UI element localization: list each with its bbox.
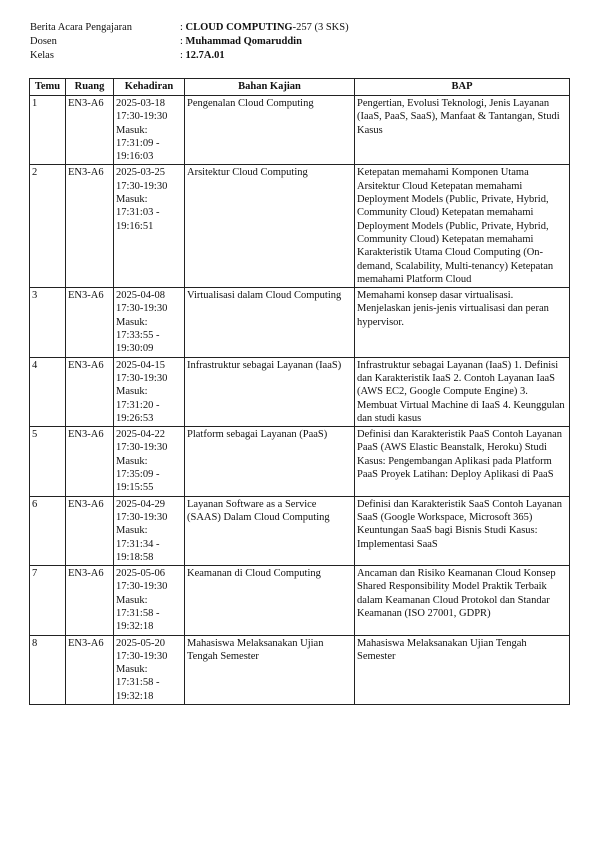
cell-temu: 6 (30, 496, 66, 565)
attendance-masuk-in: 17:35:09 - (116, 469, 160, 481)
cell-bahan-kajian: Platform sebagai Layanan (PaaS) (185, 427, 355, 496)
attendance-date: 2025-05-06 (116, 568, 165, 580)
cell-ruang: EN3-A6 (66, 288, 114, 357)
cell-temu: 2 (30, 165, 66, 288)
header-value: : CLOUD COMPUTING-257 (3 SKS) (180, 22, 349, 33)
attendance-time: 17:30-19:30 (116, 581, 168, 593)
cell-kehadiran (114, 165, 185, 288)
attendance-time: 17:30-19:30 (116, 511, 168, 523)
cell-ruang: EN3-A6 (66, 427, 114, 496)
attendance-masuk-in: 17:31:09 - (116, 137, 160, 149)
table-row (30, 165, 570, 288)
cell-bahan-kajian: Arsitektur Cloud Computing (185, 165, 355, 288)
cell-ruang: EN3-A6 (66, 357, 114, 426)
table-row (30, 427, 570, 496)
cell-temu: 5 (30, 427, 66, 496)
cell-ruang: EN3-A6 (66, 96, 114, 165)
attendance-masuk-label: Masuk: (116, 594, 148, 606)
attendance-date: 2025-05-20 (116, 637, 165, 649)
header-row-class (30, 49, 349, 63)
attendance-masuk-in: 17:33:55 - (116, 330, 160, 342)
cell-kehadiran (114, 496, 185, 565)
attendance-masuk-in: 17:31:58 - (116, 677, 160, 689)
table-body (30, 96, 570, 705)
header-row-lecturer (30, 35, 349, 49)
cell-bahan-kajian: Keamanan di Cloud Computing (185, 566, 355, 635)
attendance-time: 17:30-19:30 (116, 650, 168, 662)
header-label: Berita Acara Pengajaran (30, 22, 133, 33)
attendance-masuk-label: Masuk: (116, 194, 148, 206)
attendance-masuk-out: 19:30:09 (116, 343, 154, 355)
attendance-masuk-label: Masuk: (116, 455, 148, 467)
table-row (30, 357, 570, 426)
attendance-masuk-out: 19:16:03 (116, 151, 154, 163)
cell-bap: Definisi dan Karakteristik SaaS Contoh Layanan SaaS (Google Workspace, Microsoft 365) Keuntungan SaaS bagi Bisnis Studi Kasus: Implementasi SaaS (355, 496, 570, 565)
attendance-masuk-out: 19:18:58 (116, 551, 154, 563)
attendance-masuk-label: Masuk: (116, 525, 148, 537)
attendance-date: 2025-04-08 (116, 290, 165, 302)
attendance-masuk-label: Masuk: (116, 124, 148, 136)
cell-bahan-kajian: Layanan Software as a Service (SAAS) Dalam Cloud Computing (185, 496, 355, 565)
cell-ruang: EN3-A6 (66, 566, 114, 635)
attendance-masuk-out: 19:32:18 (116, 690, 154, 702)
attendance-masuk-out: 19:15:55 (116, 482, 154, 494)
attendance-masuk-label: Masuk: (116, 664, 148, 676)
attendance-masuk-label: Masuk: (116, 316, 148, 328)
cell-temu: 7 (30, 566, 66, 635)
cell-ruang: EN3-A6 (66, 165, 114, 288)
cell-bahan-kajian: Mahasiswa Melaksanakan Ujian Tengah Semester (185, 635, 355, 704)
table-row (30, 566, 570, 635)
cell-kehadiran (114, 635, 185, 704)
attendance-date: 2025-04-22 (116, 429, 165, 441)
table-row (30, 635, 570, 704)
attendance-time: 17:30-19:30 (116, 303, 168, 315)
attendance-masuk-in: 17:31:34 - (116, 538, 160, 550)
table-row (30, 96, 570, 165)
cell-temu: 4 (30, 357, 66, 426)
attendance-time: 17:30-19:30 (116, 180, 168, 192)
cell-bap: Ancaman dan Risiko Keamanan Cloud Konsep Shared Responsibility Model Praktik Terbaik dalam Keamanan Cloud Protokol dan Standar Keamanan (ISO 27001, GDPR) (355, 566, 570, 635)
attendance-masuk-out: 19:26:53 (116, 412, 154, 424)
cell-kehadiran (114, 566, 185, 635)
cell-bap: Pengertian, Evolusi Teknologi, Jenis Layanan (IaaS, PaaS, SaaS), Manfaat & Tantangan, Studi Kasus (355, 96, 570, 165)
cell-temu: 3 (30, 288, 66, 357)
cell-bap: Definisi dan Karakteristik PaaS Contoh Layanan PaaS (AWS Elastic Beanstalk, Heroku) Studi Kasus: Pengembangan Aplikasi pada Platform PaaS Proyek Latihan: Deploy Aplikasi di PaaS (355, 427, 570, 496)
cell-kehadiran (114, 357, 185, 426)
table-header-row (30, 79, 570, 96)
attendance-masuk-in: 17:31:58 - (116, 607, 160, 619)
attendance-masuk-in: 17:31:20 - (116, 399, 160, 411)
column-header-bap: BAP (355, 79, 570, 96)
cell-bap: Mahasiswa Melaksanakan Ujian Tengah Semester (355, 635, 570, 704)
cell-ruang: EN3-A6 (66, 635, 114, 704)
cell-bahan-kajian: Infrastruktur sebagai Layanan (IaaS) (185, 357, 355, 426)
table-row (30, 288, 570, 357)
attendance-date: 2025-03-25 (116, 167, 165, 179)
cell-bap: Ketepatan memahami Komponen Utama Arsitektur Cloud Ketepatan memahami Deployment Models (Public, Private, Hybrid, Community Cloud) Ketepatan memahami Deployment Models (Public, Private, Hybrid, Community Cloud) Ketepatan memahami Karakteristik Utama Cloud Computing (On-demand, Scalability, Multi-tenancy) Ketepatan memahami Platform Cloud (355, 165, 570, 288)
attendance-date: 2025-04-29 (116, 498, 165, 510)
column-header-bahan-kajian: Bahan Kajian (185, 79, 355, 96)
attendance-date: 2025-04-15 (116, 359, 165, 371)
table-row (30, 496, 570, 565)
attendance-time: 17:30-19:30 (116, 442, 168, 454)
header-label: Kelas (30, 50, 54, 61)
column-header-kehadiran: Kehadiran (114, 79, 185, 96)
document-header (30, 21, 349, 63)
cell-bahan-kajian: Pengenalan Cloud Computing (185, 96, 355, 165)
cell-temu: 8 (30, 635, 66, 704)
cell-ruang: EN3-A6 (66, 496, 114, 565)
attendance-masuk-label: Masuk: (116, 386, 148, 398)
header-label: Dosen (30, 36, 57, 47)
cell-bap: Memahami konsep dasar virtualisasi. Menjelaskan jenis-jenis virtualisasi dan peran hypervisor. (355, 288, 570, 357)
header-value: : 12.7A.01 (180, 50, 225, 61)
attendance-masuk-in: 17:31:03 - (116, 207, 160, 219)
cell-bap: Infrastruktur sebagai Layanan (IaaS) 1. Definisi dan Karakteristik IaaS 2. Contoh Layanan IaaS (AWS EC2, Google Compute Engine) 3. Membuat Virtual Machine di IaaS 4. Keunggulan dan studi kasus (355, 357, 570, 426)
attendance-date: 2025-03-18 (116, 98, 165, 109)
attendance-masuk-out: 19:16:51 (116, 220, 154, 232)
column-header-ruang: Ruang (66, 79, 114, 96)
cell-kehadiran (114, 96, 185, 165)
cell-kehadiran (114, 288, 185, 357)
header-value: : Muhammad Qomaruddin (180, 36, 302, 47)
cell-kehadiran (114, 427, 185, 496)
teaching-log-table (29, 78, 570, 705)
header-row-course (30, 21, 349, 35)
cell-temu: 1 (30, 96, 66, 165)
attendance-time: 17:30-19:30 (116, 372, 168, 384)
attendance-masuk-out: 19:32:18 (116, 621, 154, 633)
column-header-temu: Temu (30, 79, 66, 96)
cell-bahan-kajian: Virtualisasi dalam Cloud Computing (185, 288, 355, 357)
attendance-time: 17:30-19:30 (116, 111, 168, 123)
